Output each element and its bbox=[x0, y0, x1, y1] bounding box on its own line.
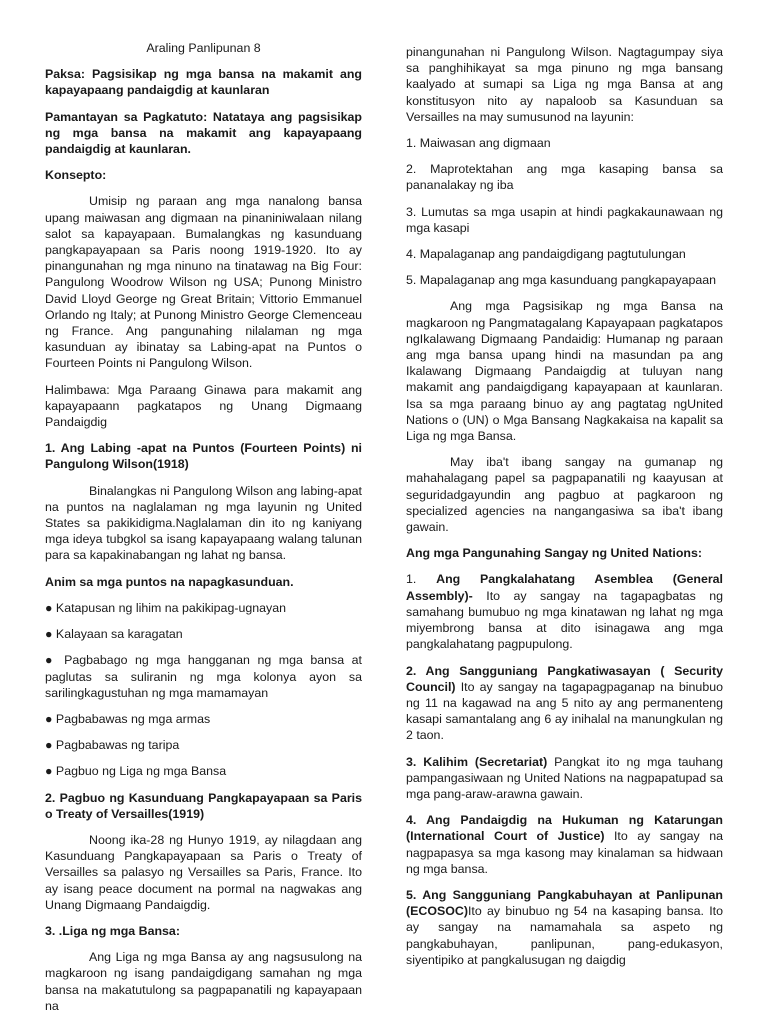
goal-item: 4. Mapalaganap ang pandaigdigang pagtutulungan bbox=[406, 247, 686, 262]
branch-item bbox=[406, 887, 723, 968]
goal-item: 5. Mapalaganap ang mga kasunduang pangkapayapaan bbox=[406, 273, 717, 288]
section-1-heading: 1. Ang Labing -apat na Puntos (Fourteen Points) ni Pangulong Wilson(1918) bbox=[45, 441, 362, 472]
bullet-item: ● Pagbabawas ng taripa bbox=[45, 738, 180, 753]
united-nations-paragraph: Ang mga Pagsisikap ng mga Bansa na magkaroon ng Pangmatagalang Kapayapaan pagkatapos ngIkalawang Digmaang Pandaidig: Humanap ng paraan ang mga bansa upang hindi na masundan pa ang Ikalawang Digmaang Pandaigdig at tuluyan nang makamit ang pandaigdigang kapayapaan at kaunlaran. Isa sa mga paraang binuo ay ang pagtatag ngUnited Nations o (UN) o Mga Bansang Nagkakaisa na kapalit sa Liga ng mga Bansa. bbox=[406, 299, 723, 444]
branch-number: 1. bbox=[406, 572, 437, 587]
pamantayan-heading: Pamantayan sa Pagkatuto: Natataya ang pagsisikap ng mga bansa na makamit ang kapayapaang pandaigdig at kaunlaran. bbox=[45, 109, 362, 157]
branch-title: 2. Ang Sangguniang Pangkatiwasayan ( Security Council) bbox=[406, 663, 723, 694]
halimbawa-paragraph: Halimbawa: Mga Paraang Ginawa para makamit ang kapayapaann pagkatapos ng Unang Digmaang Pandaigdig bbox=[45, 382, 362, 430]
bullet-item: ● Pagbabago ng mga hangganan ng mga bansa at paglutas sa suliranin ng mga kolonya ayon sa sarilingkagustuhan ng mga mamamayan bbox=[45, 653, 362, 700]
branch-item bbox=[406, 571, 723, 652]
branch-title: 5. Ang Sangguniang Pangkabuhayan at Panlipunan (ECOSOC) bbox=[406, 887, 723, 919]
left-column bbox=[45, 40, 362, 1014]
section-3-paragraph: Ang Liga ng mga Bansa ay ang nagsusulong na magkaroon ng isang pandaigdigang samahan ng mga bansa na makatutulong sa pagpapanatili ng kapayapaan na bbox=[45, 950, 362, 1013]
konsepto-heading: Konsepto: bbox=[45, 168, 107, 183]
branches-heading: Ang mga Pangunahing Sangay ng United Nations: bbox=[406, 546, 703, 561]
document-title: Araling Panlipunan 8 bbox=[146, 41, 261, 55]
section-2-heading: 2. Pagbuo ng Kasunduang Pangkapayapaan sa Paris o Treaty of Versailles(1919) bbox=[45, 790, 362, 821]
bullet-item: ● Katapusan ng lihim na pakikipag-ugnayan bbox=[45, 600, 287, 615]
anim-heading: Anim sa mga puntos na napagkasunduan. bbox=[45, 574, 294, 589]
branch-description: Ito ay sangay na nagpapasya sa mga kasong may kinalaman sa hidwaan ng mga bansa. bbox=[406, 829, 723, 876]
bullet-item: ● Kalayaan sa karagatan bbox=[45, 627, 183, 642]
branch-description: Ito ay sangay na tagapagbatas ng samahang bumubuo ng mga kinatawan ng lahat ng mga miyembrong bansa at dito isinagawa ang mga pangkalahatang pagpupulong. bbox=[406, 588, 723, 652]
branch-item bbox=[406, 812, 723, 877]
branch-description: Ito ay binubuo ng 54 na kasaping bansa. Ito ay sangay na namamahala sa aspeto ng pangkabuhayan, panlipunan, pang-edukasyon, siyentipiko at pangkalusugan ng daigdig bbox=[406, 904, 723, 967]
bullet-item: ● Pagbuo ng Liga ng mga Bansa bbox=[45, 764, 227, 779]
branch-title: 3. Kalihim (Secretariat) bbox=[406, 754, 548, 769]
branch-item bbox=[406, 663, 723, 744]
goal-item: 1. Maiwasan ang digmaan bbox=[406, 136, 551, 151]
section-1-paragraph: Binalangkas ni Pangulong Wilson ang labing-apat na puntos na naglalaman ng mga layunin ng United States sa pakikidigma.Naglalaman din ito ng kaniyang mga ideya tubgkol sa isang kapayapaang walang talunan para sa kapakinabangan ng lahat ng bansa. bbox=[45, 483, 362, 563]
branch-title: 4. Ang Pandaigdig na Hukuman ng Katarungan (International Court of Justice) bbox=[406, 813, 723, 844]
continuation-paragraph: pinangunahan ni Pangulong Wilson. Nagtagumpay siya sa panghihikayat sa mga pinuno ng mga bansang kaalyado at sumapi sa Liga ng mga Bansa at ang konstitusyon nito ay napaloob sa Kasunduan sa Versailles na may sumusunod na layunin: bbox=[406, 45, 723, 124]
sangay-paragraph: May iba't ibang sangay na gumanap ng mahahalagang papel sa pagpapanatili ng kaayusan at seguridadgayundin ang pagbuo at pagkaroon ng specialized agencies na nangangasiwa sa iba't ibang gawain. bbox=[406, 455, 723, 535]
konsepto-paragraph: Umisip ng paraan ang mga nanalong bansa upang maiwasan ang digmaan na pinaniniwalaan nilang salot sa kapayapaan. Bumalangkas ng kasunduang pangkapayapaan sa Paris noong 1919-1920. Ito ay pinangunahan ng mga ninuno na tinatawag na Big Four: Pangulong Woodrow Wilson ng USA; Punong Ministro David Lloyd George ng Great Britain; Vittorio Emmanuel Orlando ng Italy; at Punong Ministro George Clemenceau ng France. Ang pangunahing nilalaman ng mga kasunduan ay ibinatay sa Labing-apat na Puntos o Fourteen Points ni Pangulong Wilson. bbox=[45, 194, 362, 371]
bullet-item: ● Pagbabawas ng mga armas bbox=[45, 711, 211, 726]
branch-title: Ang Pangkalahatang Asemblea (General Assembly)- bbox=[406, 572, 723, 603]
branch-description: Ito ay sangay na tagapagpaganap na binubuo ng 11 na kagawad na ang 5 nito ay ang permanenteng kasapi samantalang ang 6 ay inihalal na manungkulan ng 2 taon. bbox=[406, 679, 723, 743]
goal-item: 2. Maprotektahan ang mga kasaping bansa sa pananalakay ng iba bbox=[406, 162, 723, 193]
goal-item: 3. Lumutas sa mga usapin at hindi pagkakaunawaan ng mga kasapi bbox=[406, 204, 723, 235]
branch-item bbox=[406, 754, 723, 803]
paksa-heading: Paksa: Pagsisikap ng mga bansa na makamit ang kapayapaang pandaigdig at kaunlaran bbox=[45, 67, 362, 98]
right-column bbox=[406, 44, 723, 968]
section-2-paragraph: Noong ika-28 ng Hunyo 1919, ay nilagdaan ang Kasunduang Pangkapayapaan sa Paris o Treaty of Versailles sa palasyo ng Versailles sa Paris, France. Ito ay isang peace document na pormal na nagwakas ang Unang Digmaang Pandaigdig. bbox=[45, 832, 362, 912]
branch-description: Pangkat ito ng mga tauhang pampangasiwaan ng United Nations na nagpapatupad sa mga pang-araw-arawna gawain. bbox=[406, 754, 723, 801]
section-3-heading: 3. .Liga ng mga Bansa: bbox=[45, 923, 180, 938]
